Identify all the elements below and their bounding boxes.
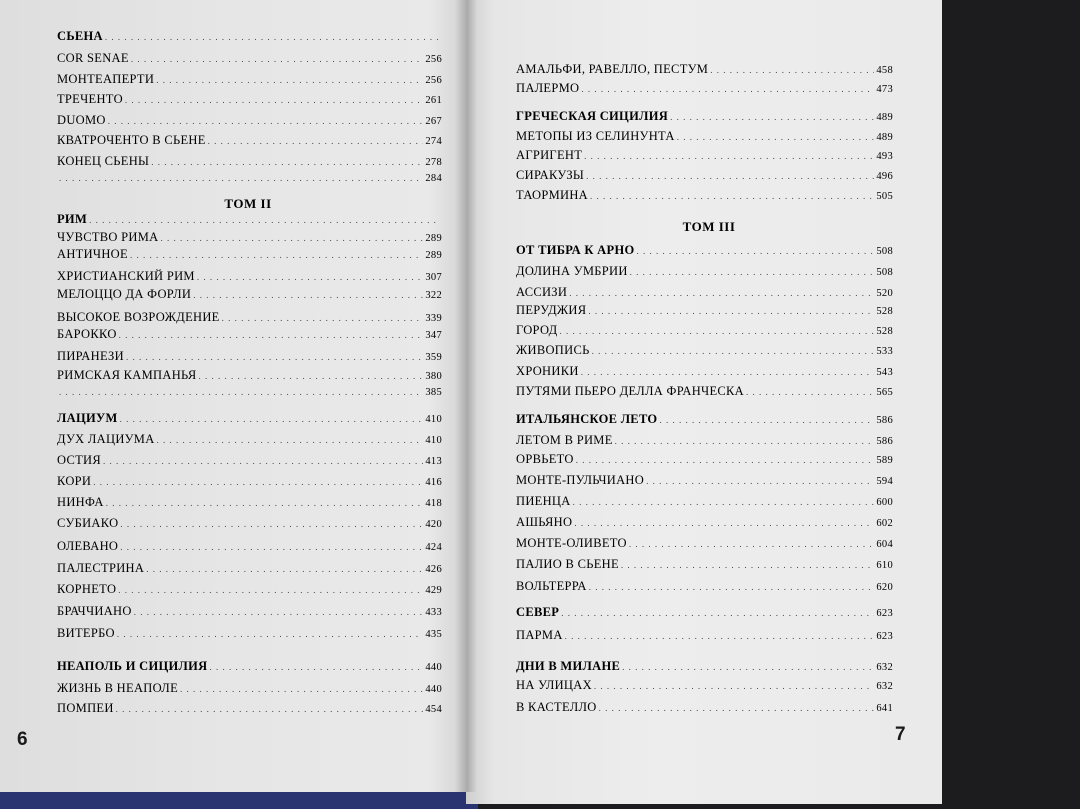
dot-leader: [599, 700, 875, 716]
toc-entry-title: ВОЛЬТЕРРА: [516, 579, 587, 593]
toc-entry-title: ПОМПЕИ: [57, 701, 114, 715]
toc-entry-page: 493: [876, 151, 893, 162]
toc-entry-page: 322: [425, 290, 442, 301]
toc-entry: [516, 187, 893, 205]
section-heading-title: СЬЕНА: [57, 29, 103, 43]
toc-entry-title: АССИЗИ: [516, 285, 568, 299]
dot-leader: [590, 188, 874, 204]
dot-leader: [581, 81, 874, 97]
toc-entry-title: МОНТЕ-ОЛИВЕТО: [516, 536, 627, 550]
toc-entry-page: 413: [425, 456, 442, 467]
toc-entry: [57, 286, 442, 304]
section-heading-page: 508: [876, 246, 893, 257]
section-heading-title: ГРЕЧЕСКАЯ СИЦИЛИЯ: [516, 109, 669, 123]
toc-entry: [57, 625, 442, 643]
toc-entry-page: 594: [876, 476, 893, 487]
dot-leader: [59, 384, 423, 400]
toc-entry: [57, 309, 442, 327]
toc-entry-page: 359: [425, 352, 442, 363]
toc-entry: [57, 473, 442, 491]
toc-entry: [516, 147, 893, 165]
dot-leader: [89, 212, 440, 228]
section-heading: [57, 211, 442, 228]
dot-leader: [629, 536, 874, 552]
toc-entry-page: 424: [425, 542, 442, 553]
section-heading-title: СЕВЕР: [516, 605, 560, 619]
toc-entry: [57, 538, 442, 556]
dot-leader: [584, 148, 874, 164]
section-heading-page: 586: [876, 415, 893, 426]
toc-entry-title: ПЕРУДЖИЯ: [516, 303, 587, 317]
dot-leader: [117, 626, 424, 642]
toc-entry-page: 307: [425, 272, 442, 283]
dot-leader: [180, 681, 423, 697]
toc-entry-title: ПУТЯМИ ПЬЕРО ДЕЛЛА ФРАНЧЕСКА: [516, 384, 744, 398]
toc-entry: [57, 132, 442, 150]
toc-entry-title: КОРНЕТО: [57, 582, 117, 596]
toc-entry: [57, 494, 442, 512]
toc-entry-page: 261: [425, 95, 442, 106]
toc-entry: [57, 603, 442, 621]
toc-entry: [516, 556, 893, 574]
toc-entry-page: 416: [425, 477, 442, 488]
toc-entry-title: БРАЧЧИАНО: [57, 604, 132, 618]
toc-entry-title: КВАТРОЧЕНТО В СЬЕНЕ: [57, 133, 206, 147]
dot-leader: [157, 432, 424, 448]
right-page-number: 7: [895, 724, 906, 745]
toc-entry-title: ТАОРМИНА: [516, 188, 588, 202]
toc-entry-title: ЛЕТОМ В РИМЕ: [516, 433, 613, 447]
toc-entry: [57, 326, 442, 344]
toc-entry: [516, 677, 893, 695]
section-heading-title: РИМ: [57, 212, 88, 226]
toc-entry-title: DUOMO: [57, 113, 106, 127]
toc-entry-page: 641: [876, 703, 893, 714]
toc-entry-title: ПИРАНЕЗИ: [57, 349, 124, 363]
dot-leader: [118, 582, 423, 598]
dot-leader: [569, 285, 874, 301]
dot-leader: [130, 247, 423, 263]
toc-entry-page: 274: [425, 136, 442, 147]
toc-entry-title: ВЫСОКОЕ ВОЗРОЖДЕНИЕ: [57, 310, 220, 324]
dot-leader: [659, 412, 874, 428]
dot-leader: [637, 243, 875, 259]
dot-leader: [93, 474, 423, 490]
toc-entry: [57, 560, 442, 578]
toc-entry-title: ПАРМА: [516, 628, 563, 642]
toc-entry-page: 289: [425, 233, 442, 244]
dot-leader: [119, 327, 424, 343]
toc-entry-title: МЕЛОЦЦО ДА ФОРЛИ: [57, 287, 192, 301]
toc-entry-page: 565: [876, 387, 893, 398]
toc-entry-title: АМАЛЬФИ, РАВЕЛЛО, ПЕСТУМ: [516, 62, 709, 76]
toc-entry-page: 347: [425, 330, 442, 341]
section-heading: [516, 242, 893, 260]
toc-entry-page: 289: [425, 250, 442, 261]
dot-leader: [103, 453, 423, 469]
toc-entry: [57, 680, 442, 698]
toc-entry-title: СИРАКУЗЫ: [516, 168, 585, 182]
toc-entry: [516, 342, 893, 360]
section-heading-page: 632: [876, 662, 893, 673]
dot-leader: [615, 433, 875, 449]
toc-entry-page: 604: [876, 539, 893, 550]
toc-entry-page: 508: [876, 267, 893, 278]
toc-entry-title: ПАЛИО В СЬЕНЕ: [516, 557, 619, 571]
toc-entry-page: 418: [425, 498, 442, 509]
dot-leader: [198, 368, 423, 384]
dot-leader: [574, 515, 874, 531]
toc-entry-page: 454: [425, 704, 442, 715]
toc-entry: [57, 91, 442, 109]
toc-entry-title: ГОРОД: [516, 323, 558, 337]
toc-entry-page: 528: [876, 306, 893, 317]
section-heading: [516, 604, 893, 622]
toc-entry-title: АШЬЯНО: [516, 515, 573, 529]
toc-entry-page: 440: [425, 684, 442, 695]
toc-entry: [516, 451, 893, 469]
toc-entry-page: 458: [876, 65, 893, 76]
toc-entry-title: ОСТИЯ: [57, 453, 102, 467]
toc-entry-page: 533: [876, 346, 893, 357]
toc-entry: [57, 153, 442, 171]
toc-entry: [57, 112, 442, 130]
toc-entry-page: 380: [425, 371, 442, 382]
toc-entry-page: 610: [876, 560, 893, 571]
toc-entry-page: 256: [425, 54, 442, 65]
toc-entry: [516, 61, 893, 79]
toc-entry-title: ЖИЗНЬ В НЕАПОЛЕ: [57, 681, 179, 695]
toc-entry-title: ПИЕНЦА: [516, 494, 571, 508]
toc-entry: [516, 263, 893, 281]
toc-entry-title: ХРОНИКИ: [516, 364, 579, 378]
dot-leader: [746, 384, 874, 400]
toc-entry: [516, 432, 893, 450]
toc-entry-title: МОНТЕАПЕРТИ: [57, 72, 155, 86]
dot-leader: [106, 495, 424, 511]
dot-leader: [197, 269, 424, 285]
toc-entry-page: 620: [876, 582, 893, 593]
dot-leader: [131, 51, 424, 67]
toc-entry-page: 586: [876, 436, 893, 447]
toc-entry-title: ХРИСТИАНСКИЙ РИМ: [57, 269, 195, 283]
dot-leader: [193, 287, 423, 303]
dot-leader: [108, 113, 424, 129]
toc-entry: [516, 363, 893, 381]
dot-leader: [586, 168, 874, 184]
toc-entry: [516, 128, 893, 146]
dot-leader: [156, 72, 423, 88]
dot-leader: [592, 343, 875, 359]
dot-leader: [120, 411, 424, 427]
toc-entry-page: 623: [876, 631, 893, 642]
toc-entry-page: 435: [425, 629, 442, 640]
dot-leader: [677, 129, 875, 145]
dot-leader: [116, 701, 424, 717]
section-heading-title: ИТАЛЬЯНСКОЕ ЛЕТО: [516, 412, 658, 426]
toc-entry: [57, 452, 442, 470]
book-spine: [455, 0, 477, 792]
toc-entry-page: 632: [876, 681, 893, 692]
dot-leader: [126, 349, 423, 365]
toc-entry: [57, 431, 442, 449]
dot-leader: [622, 659, 874, 675]
toc-entry: [516, 302, 893, 320]
dot-leader: [59, 170, 423, 186]
dot-leader: [208, 133, 424, 149]
toc-entry-title: ВИТЕРБО: [57, 626, 115, 640]
dot-leader: [581, 364, 875, 380]
toc-entry: [57, 384, 442, 401]
toc-entry-title: COR SENAE: [57, 51, 129, 65]
toc-entry: [516, 578, 893, 596]
volume-heading: ТОМ II: [224, 196, 272, 211]
toc-entry-title: ДОЛИНА УМБРИИ: [516, 264, 628, 278]
toc-entry: [516, 627, 893, 645]
dot-leader: [120, 539, 423, 555]
dot-leader: [589, 579, 875, 595]
toc-entry-page: 278: [425, 157, 442, 168]
toc-entry: [57, 367, 442, 385]
toc-entry-title: БАРОККО: [57, 327, 117, 341]
toc-entry-page: 267: [425, 116, 442, 127]
toc-entry: [516, 383, 893, 401]
dot-leader: [559, 323, 874, 339]
toc-entry: [516, 493, 893, 511]
toc-entry: [57, 700, 442, 718]
section-heading-page: 410: [425, 414, 442, 425]
toc-entry: [516, 472, 893, 490]
toc-entry: [516, 322, 893, 340]
toc-entry-title: ЧУВСТВО РИМА: [57, 230, 159, 244]
dot-leader: [561, 605, 874, 621]
toc-entry-page: 426: [425, 564, 442, 575]
toc-entry: [57, 348, 442, 366]
toc-entry: [57, 71, 442, 89]
toc-entry: [516, 167, 893, 185]
toc-entry-title: В КАСТЕЛЛО: [516, 700, 597, 714]
toc-entry-title: АГРИГЕНТ: [516, 148, 583, 162]
dot-leader: [146, 561, 423, 577]
dot-leader: [125, 92, 423, 108]
dot-leader: [646, 473, 874, 489]
dot-leader: [222, 310, 424, 326]
toc-entry: [57, 515, 442, 533]
toc-entry-page: 410: [425, 435, 442, 446]
section-heading-page: 440: [425, 662, 442, 673]
toc-entry-page: 284: [425, 173, 442, 184]
toc-entry-title: КОНЕЦ СЬЕНЫ: [57, 154, 150, 168]
dot-leader: [576, 452, 875, 468]
toc-entry-title: ПАЛЕРМО: [516, 81, 580, 95]
toc-entry-page: 429: [425, 585, 442, 596]
section-heading-title: ОТ ТИБРА К АРНО: [516, 243, 635, 257]
toc-entry-title: ПАЛЕСТРИНА: [57, 561, 145, 575]
section-heading: [57, 28, 442, 45]
toc-entry-title: ОРВЬЕТО: [516, 452, 574, 466]
toc-entry-page: 600: [876, 497, 893, 508]
toc-entry-page: 339: [425, 313, 442, 324]
toc-entry: [516, 80, 893, 98]
toc-entry-page: 543: [876, 367, 893, 378]
section-heading: [57, 410, 442, 428]
toc-entry-title: АНТИЧНОЕ: [57, 247, 128, 261]
toc-entry: [516, 535, 893, 553]
toc-entry-title: ЖИВОПИСЬ: [516, 343, 590, 357]
dot-leader: [565, 628, 875, 644]
dot-leader: [134, 604, 424, 620]
toc-entry-title: ДУХ ЛАЦИУМА: [57, 432, 155, 446]
toc-entry-page: 528: [876, 326, 893, 337]
toc-entry-page: 589: [876, 455, 893, 466]
section-heading: [516, 411, 893, 429]
toc-entry-title: ТРЕЧЕНТО: [57, 92, 123, 106]
section-heading: [516, 658, 893, 676]
toc-entry-title: НА УЛИЦАХ: [516, 678, 592, 692]
toc-entry-title: МОНТЕ-ПУЛЬЧИАНО: [516, 473, 645, 487]
toc-entry-page: 433: [425, 607, 442, 618]
toc-entry-page: 385: [425, 387, 442, 398]
dot-leader: [710, 62, 874, 78]
dot-leader: [573, 494, 875, 510]
toc-entry-page: 602: [876, 518, 893, 529]
left-page-number: 6: [17, 729, 28, 750]
dot-leader: [588, 303, 874, 319]
toc-entry-page: 505: [876, 191, 893, 202]
toc-entry-title: РИМСКАЯ КАМПАНЬЯ: [57, 368, 197, 382]
dot-leader: [120, 516, 423, 532]
section-heading-page: 623: [876, 608, 893, 619]
dot-leader: [594, 678, 874, 694]
dot-leader: [151, 154, 423, 170]
dot-leader: [161, 230, 424, 246]
toc-entry-title: КОРИ: [57, 474, 92, 488]
toc-entry: [516, 514, 893, 532]
toc-entry-page: 520: [876, 288, 893, 299]
section-heading: [57, 658, 442, 676]
toc-entry: [57, 581, 442, 599]
toc-entry-page: 256: [425, 75, 442, 86]
toc-entry-title: ОЛЕВАНО: [57, 539, 119, 553]
dot-leader: [670, 109, 874, 125]
toc-entry: [57, 170, 442, 187]
toc-entry-title: СУБИАКО: [57, 516, 119, 530]
book-cover-bottom: [0, 790, 478, 809]
toc-entry: [516, 699, 893, 717]
toc-entry: [57, 229, 442, 247]
toc-entry-page: 489: [876, 132, 893, 143]
toc-entry: [516, 284, 893, 302]
toc-entry: [57, 246, 442, 264]
dot-leader: [630, 264, 875, 280]
toc-entry-page: 420: [425, 519, 442, 530]
section-heading-title: ЛАЦИУМ: [57, 411, 118, 425]
toc-entry: [57, 50, 442, 68]
toc-entry-title: НИНФА: [57, 495, 104, 509]
toc-entry-title: МЕТОПЫ ИЗ СЕЛИНУНТА: [516, 129, 675, 143]
section-heading: [516, 108, 893, 126]
dot-leader: [210, 659, 424, 675]
dot-leader: [105, 29, 440, 45]
toc-entry: [57, 268, 442, 286]
toc-entry-page: 473: [876, 84, 893, 95]
section-heading-page: 489: [876, 112, 893, 123]
toc-entry-page: 496: [876, 171, 893, 182]
volume-heading: ТОМ III: [682, 219, 736, 234]
dot-leader: [621, 557, 874, 573]
section-heading-title: НЕАПОЛЬ И СИЦИЛИЯ: [57, 659, 208, 673]
section-heading-title: ДНИ В МИЛАНЕ: [516, 659, 621, 673]
